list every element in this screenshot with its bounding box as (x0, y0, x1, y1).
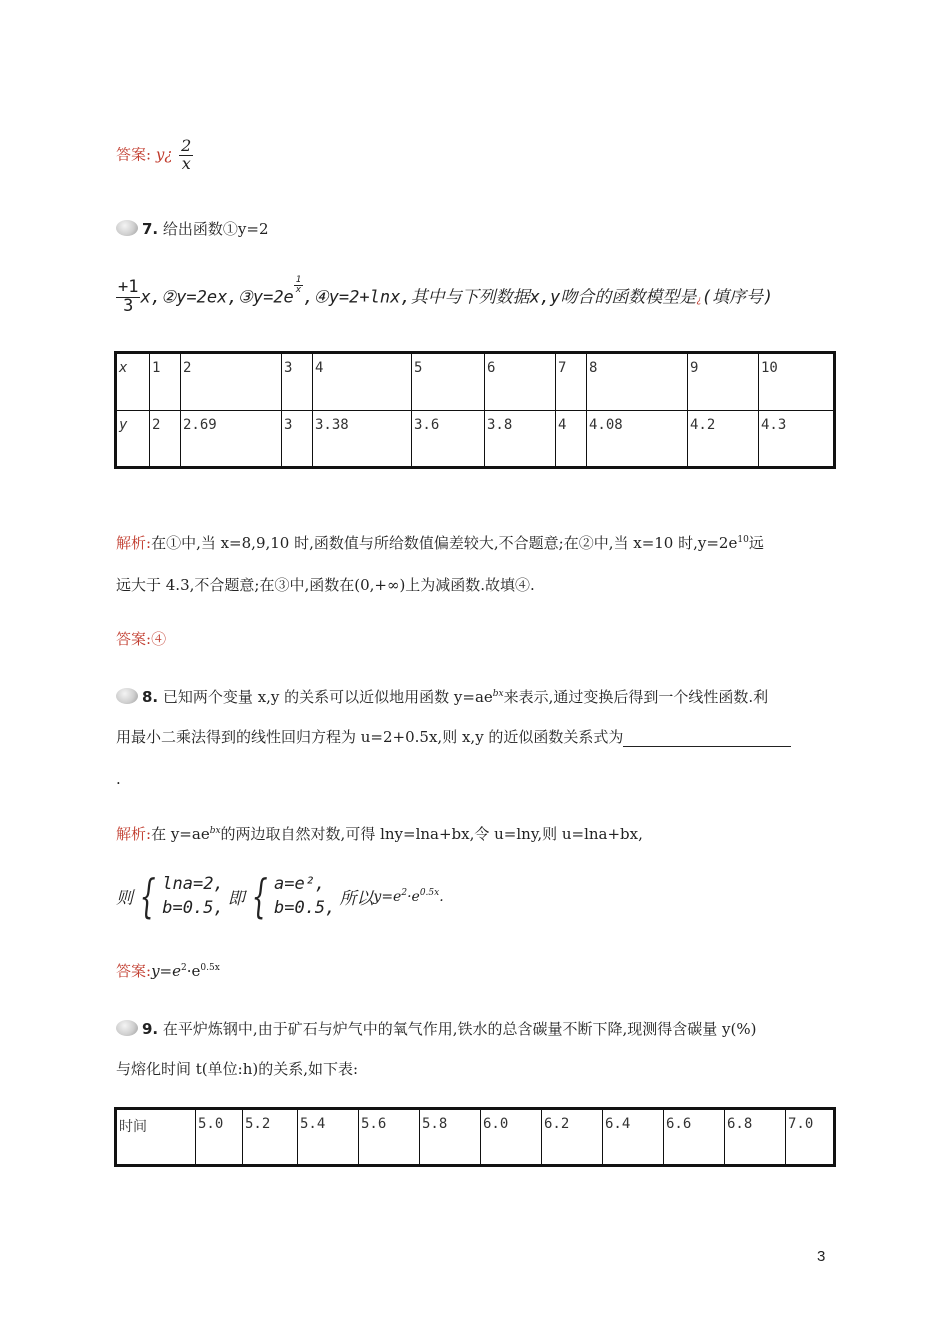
table-cell: 5 (412, 353, 485, 411)
question-bullet-icon (116, 688, 138, 704)
result-text: y=e (373, 888, 402, 905)
table-cell: 3.8 (485, 411, 556, 468)
q7-models-a: x,②y=2ex,③y=2e (140, 287, 294, 308)
q8-stem-line3: . (116, 770, 121, 788)
analysis-text-end: 远 (748, 534, 764, 552)
system-line: b=0.5, (273, 898, 336, 918)
system-line: a=e², (273, 874, 326, 894)
q6-answer (116, 138, 193, 173)
table-cell: 1 (150, 353, 181, 411)
analysis-label: 解析: (116, 825, 152, 843)
table-cell: x (116, 353, 150, 411)
table-row (116, 411, 835, 468)
q8-analysis (116, 823, 643, 844)
ie-word: 即 (227, 888, 245, 909)
q7-analysis-line1 (116, 532, 764, 553)
fraction-numerator: 2 (181, 136, 192, 155)
q9-stem-line2: 与熔化时间 t(单位:h)的关系,如下表: (116, 1060, 359, 1078)
table-cell: 7.0 (786, 1109, 835, 1166)
q7-fill-hint: (填序号) (701, 287, 774, 308)
table-cell: 5.2 (243, 1109, 298, 1166)
analysis-text-a: 在 y=ae (151, 825, 210, 843)
answer-sup: 0.5x (200, 963, 220, 973)
q7-fraction (116, 279, 140, 316)
table-cell: 3.38 (313, 411, 412, 468)
answer-label: 答案: (116, 145, 152, 164)
result-sup: 2 (401, 887, 408, 898)
q8-systems (116, 869, 444, 923)
system-line: b=0.5, (162, 898, 224, 918)
table-cell: 3.6 (412, 411, 485, 468)
page-number: 3 (817, 1248, 826, 1265)
table-cell: 5.6 (359, 1109, 420, 1166)
answer-text: ·e (186, 962, 201, 980)
result-sup: 0.5x (419, 887, 440, 898)
analysis-superscript: bx (209, 826, 221, 836)
table-cell: 5.8 (420, 1109, 481, 1166)
table-cell: 8 (587, 353, 688, 411)
analysis-superscript: 10 (737, 535, 749, 545)
answer-sup: 2 (180, 963, 187, 973)
result-text: ·e (407, 888, 420, 905)
fraction-denominator: x (181, 153, 191, 173)
question-bullet-icon (116, 220, 138, 236)
q7-exponent-fraction (294, 276, 303, 296)
table-cell: 4.08 (587, 411, 688, 468)
table-cell: 10 (759, 353, 835, 411)
table-cell: 2.69 (181, 411, 282, 468)
answer-fraction (179, 138, 193, 173)
so-word: 所以 (339, 888, 374, 909)
table-cell: 5.0 (196, 1109, 243, 1166)
q8-text-a: 已知两个变量 x,y 的关系可以近似地用函数 y=ae (162, 688, 493, 706)
equation-system-2 (274, 872, 335, 920)
exp-numerator: 1 (295, 275, 302, 285)
table-cell: 7 (556, 353, 587, 411)
question-number: 8. (142, 688, 159, 706)
left-brace: { (251, 869, 268, 923)
table-cell: 6 (485, 353, 556, 411)
q7-analysis-line2: 远大于 4.3,不合题意;在③中,函数在(0,+∞)上为减函数.故填④. (116, 576, 535, 594)
table-cell: 2 (150, 411, 181, 468)
q9-stem-line1 (116, 1018, 756, 1039)
q7-models-b: ,④y=2+lnx,其中与下列数据x,y吻合的函数模型是 (303, 287, 697, 308)
left-brace: { (139, 869, 156, 923)
q7-answer (116, 628, 166, 649)
table-cell: 6.6 (664, 1109, 725, 1166)
q7-stem-text: 给出函数①y=2 (162, 220, 269, 238)
q8-text-line2: 用最小二乘法得到的线性回归方程为 u=2+0.5x,则 x,y 的近似函数关系式为 (116, 728, 624, 746)
answer-label: 答案: (116, 630, 152, 648)
table-cell: 4 (313, 353, 412, 411)
question-number: 9. (142, 1020, 159, 1038)
table-cell: 3 (282, 353, 313, 411)
question-number: 7. (142, 220, 159, 238)
answer-label: 答案: (116, 962, 152, 980)
table-cell: 3 (282, 411, 313, 468)
table-cell: 4.2 (688, 411, 759, 468)
then-word: 则 (116, 888, 133, 909)
q9-text-line1: 在平炉炼钢中,由于矿石与炉气中的氧气作用,铁水的总含碳量不断下降,现测得含碳量 y(%) (162, 1020, 757, 1038)
answer-blank[interactable] (623, 730, 791, 747)
q8-answer (116, 960, 220, 981)
answer-prefix: y¿ (155, 145, 173, 164)
system-line: lna=2, (162, 874, 224, 894)
table-cell: 4.3 (759, 411, 835, 468)
analysis-text-b: 的两边取自然对数,可得 lny=lna+bx,令 u=lny,则 u=lna+bx, (220, 825, 643, 843)
table-cell: 2 (181, 353, 282, 411)
table-cell: 9 (688, 353, 759, 411)
q8-stem-line2 (116, 726, 791, 747)
table-cell: y (116, 411, 150, 468)
q8-text-b: 来表示,通过变换后得到一个线性函数.利 (503, 688, 769, 706)
table-cell: 6.8 (725, 1109, 786, 1166)
exp-denominator: x (295, 285, 302, 296)
q7-stem-line1 (116, 218, 269, 239)
result-end: . (439, 888, 444, 905)
table-cell: 6.0 (481, 1109, 542, 1166)
table-cell: 6.2 (542, 1109, 603, 1166)
table-cell: 4 (556, 411, 587, 468)
q7-stem-line2 (116, 276, 773, 316)
q8-superscript: bx (492, 689, 504, 699)
fraction-numerator: +1 (118, 277, 139, 298)
table-row (116, 1109, 835, 1166)
answer-value: ④ (151, 630, 167, 648)
answer-text: y=e (151, 962, 181, 980)
q9-data-table (114, 1107, 836, 1167)
equation-system-1 (162, 872, 223, 920)
analysis-label: 解析: (116, 534, 152, 552)
q8-result (373, 889, 443, 905)
q8-stem-line1 (116, 686, 768, 707)
table-cell: 时间 (116, 1109, 196, 1166)
fraction-denominator: 3 (123, 295, 134, 316)
analysis-text: 在①中,当 x=8,9,10 时,函数值与所给数值偏差较大,不合题意;在②中,当 x=10 时,y=2e (151, 534, 738, 552)
q7-blank-mark: ¿ (696, 295, 702, 306)
table-row (116, 353, 835, 411)
question-bullet-icon (116, 1020, 138, 1036)
q7-data-table (114, 351, 836, 469)
table-cell: 6.4 (603, 1109, 664, 1166)
table-cell: 5.4 (298, 1109, 359, 1166)
